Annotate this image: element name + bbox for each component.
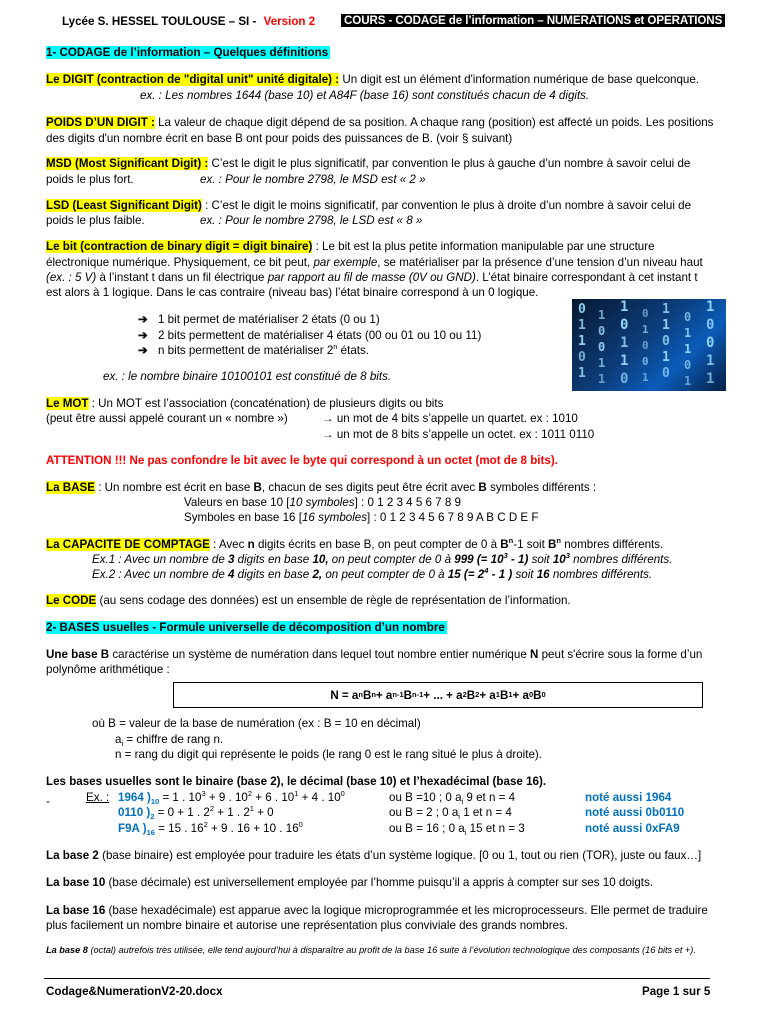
mot-quartet: → un mot de 4 bits s’appelle un quartet. ex : 1010 <box>322 412 578 425</box>
right-arrow-icon: → <box>322 428 337 441</box>
poids-term: POIDS D’UN DIGIT : <box>46 116 155 129</box>
attention-note: ATTENTION !!! Ne pas confondre le bit avec le byte qui correspond à un octet (mot de 8 bits). <box>46 454 558 467</box>
example-row: 0110 )$_2 = 0 + 1$ . $2^2 + 1$ . $2^1 + 0$ <box>118 804 274 821</box>
base-term: La BASE <box>46 481 95 494</box>
svg-text:1: 1 <box>706 353 715 369</box>
footer-filename: Codage&NumerationV2-20.docx <box>46 985 223 998</box>
mot-octet: → un mot de 8 bits s’appelle un octet. ex : 1011 0110 <box>322 428 595 441</box>
capacite-example-1: Ex.1 : Avec un nombre de 3 digits en base 10, on peut compter de 0 à 999 (= $10^3 - 1$) soit $10^3$ nombres différents. <box>92 551 673 566</box>
code-term: Le CODE <box>46 594 97 607</box>
capacite-term: La CAPACITE DE COMPTAGE <box>46 538 210 551</box>
base-values-10: Valeurs en base 10 [10 symboles] : 0 1 2 3 4 5 6 7 8 9 <box>184 496 461 509</box>
lsd-term: LSD (Least Significant Digit) <box>46 199 202 212</box>
svg-text:0: 0 <box>578 350 586 365</box>
example-row-note: noté aussi 0b0110 <box>585 806 685 819</box>
right-arrow-icon: → <box>322 412 337 425</box>
svg-text:1: 1 <box>662 318 670 333</box>
example-row-note: noté aussi 1964 <box>585 791 672 804</box>
svg-text:1: 1 <box>706 371 715 387</box>
base-intro-2: polynôme arithmétique : <box>46 663 170 676</box>
mot-text: : Un MOT est l’association (concaténation) de plusieurs digits ou bits <box>88 397 444 410</box>
svg-text:1: 1 <box>598 308 606 322</box>
footer-page-number: Page 1 sur 5 <box>642 985 711 998</box>
base-10-text: La base 10 (base décimale) est universellement employée par l’homme puisqu’il a appris à compter sur ses 10 doigts. <box>46 876 654 889</box>
binary-code-image <box>572 299 726 391</box>
svg-text:0: 0 <box>598 324 606 338</box>
svg-text:0: 0 <box>578 302 586 317</box>
lsd-example: ex. : Pour le nombre 2798, le LSD est « 8 » <box>200 214 423 227</box>
svg-text:1: 1 <box>620 353 629 369</box>
base-16-text-2: plus facilement un nombre binaire et autorise une représentation plus conviviale des grands nombres. <box>46 919 569 932</box>
example-row: F9A )$_{16} = 15$ . $16^2 + 9$ . 16 + 10 . $16^0$ <box>118 820 303 837</box>
base-16-text: La base 16 (base hexadécimale) est apparue avec la logique microprogrammée et les microprocesseurs. Elle permet de traduire <box>46 904 708 917</box>
right-arrow-icon: ➔ <box>138 329 148 342</box>
svg-text:1: 1 <box>598 356 606 370</box>
svg-text:0: 0 <box>598 340 606 354</box>
svg-text:0: 0 <box>706 317 715 333</box>
svg-text:1: 1 <box>620 335 629 351</box>
svg-text:0: 0 <box>706 335 715 351</box>
school-name: Lycée S. HESSEL TOULOUSE – SI - <box>62 15 257 28</box>
svg-text:1: 1 <box>662 350 670 365</box>
digit-text: Un digit est un élément d'information numérique de base quelconque. <box>339 73 700 86</box>
base-8-text: La base 8 (octal) autrefois très utilisée, elle tend aujourd’hui à disparaître au profit de la base 16 suite à l’évolution technologique des composants (16 bits et +). <box>46 945 696 955</box>
msd-definition <box>46 157 690 170</box>
where-a: $a_i$ = chiffre de rang n. <box>115 733 224 748</box>
svg-text:1: 1 <box>662 302 670 317</box>
base-2-text: La base 2 (base binaire) est employée pour traduire les états d’un système logique. [0 ou 1, tout ou rien (TOR), juste ou faux…] <box>46 849 702 862</box>
section-2-title: 2- BASES usuelles - Formule universelle de décomposition d’un nombre <box>46 621 445 634</box>
msd-example: ex. : Pour le nombre 2798, le MSD est « 2 » <box>200 173 426 186</box>
svg-text:1: 1 <box>578 366 586 381</box>
bit-text-3: (ex. : 5 V) à l’instant t dans un fil électrique par rapport au fil de masse (0V ou GND). L’état binaire correspondant à cet instant t <box>46 271 698 284</box>
poids-definition <box>46 116 713 129</box>
section-1-title: 1- CODAGE de l’information – Quelques définitions <box>46 46 329 59</box>
example-row: 1964 )$_{10} = 1$ . $10^3 + 9$ . $10^2 + 6$ . $10^1 + 4$ . $10^0$ <box>118 789 345 806</box>
lsd-text-2: poids le plus faible. <box>46 214 145 227</box>
lsd-text: : C’est le digit le moins significatif, par convention le plus à droite d’un nombre à savoir celui de <box>201 199 692 212</box>
header-school <box>62 15 315 28</box>
digit-definition <box>46 73 699 86</box>
svg-text:1: 1 <box>642 371 649 384</box>
msd-term: MSD (Most Significant Digit) : <box>46 157 209 170</box>
bit-example: ex. : le nombre binaire 10100101 est constitué de 8 bits. <box>103 370 392 383</box>
bit-bullet-2: ➔ 2 bits permettent de matérialiser 4 états (00 ou 01 ou 10 ou 11) <box>138 329 482 342</box>
footer-divider <box>44 978 710 979</box>
usual-bases: Les bases usuelles sont le binaire (base 2), le décimal (base 10) et l’hexadécimal (base 16). <box>46 775 547 788</box>
svg-text:1: 1 <box>684 326 692 340</box>
svg-text:0: 0 <box>662 334 670 349</box>
svg-text:1: 1 <box>706 299 715 315</box>
svg-text:0: 0 <box>642 339 649 352</box>
digit-term: Le DIGIT (contraction de "digital unit" unité digitale) : <box>46 73 340 86</box>
svg-text:1: 1 <box>578 318 586 333</box>
base-intro-1: Une base B caractérise un système de numération dans lequel tout nombre entier numérique N peut s'écrire sous la forme d’un <box>46 648 703 661</box>
example-dash: - <box>46 795 50 808</box>
example-row-base: ou B =10 ; 0 $a_i$ 9 et n = 4 <box>389 791 516 806</box>
svg-text:0: 0 <box>642 355 649 368</box>
mot-text-2: (peut être aussi appelé courant un « nombre ») <box>46 412 288 425</box>
bit-definition <box>46 240 655 253</box>
bit-text-2: électronique numérique. Physiquement, ce bit peut, par exemple, se matérialiser par la présence d’une tension d’un niveau haut <box>46 256 703 269</box>
right-arrow-icon: ➔ <box>138 313 148 326</box>
base-definition: La BASE : Un nombre est écrit en base B, chacun de ses digits peut être écrit avec B symboles différents : <box>46 481 597 494</box>
bit-term: Le bit (contraction de binary digit = digit binaire) <box>46 240 313 253</box>
svg-text:0: 0 <box>684 358 692 372</box>
course-title: COURS - CODAGE de l’information – NUMERATIONS et OPERATIONS <box>344 14 723 27</box>
base-values-16: Symboles en base 16 [16 symboles] : 0 1 2 3 4 5 6 7 8 9 A B C D E F <box>184 511 539 524</box>
lsd-definition <box>46 199 691 212</box>
msd-text-2: poids le plus fort. <box>46 173 134 186</box>
svg-text:0: 0 <box>684 310 692 324</box>
example-row-note: noté aussi 0xFA9 <box>585 822 680 835</box>
svg-text:1: 1 <box>642 323 649 336</box>
bit-bullet-3: ➔ n bits permettent de matérialiser 2$^n$ états. <box>138 342 370 357</box>
svg-text:1: 1 <box>684 342 692 356</box>
digit-example: ex. : Les nombres 1644 (base 10) et A84F (base 16) sont constitués chacun de 4 digits. <box>140 89 590 102</box>
where-b: où B = valeur de la base de numération (ex : B = 10 en décimal) <box>92 717 421 730</box>
example-row-base: ou B = 16 ; 0 $a_i$ 15 et n = 3 <box>389 822 525 837</box>
header-course <box>341 14 725 27</box>
mot-term: Le MOT <box>46 397 89 410</box>
capacite-example-2: Ex.2 : Avec un nombre de 4 digits en base 2, on peut compter de 0 à 15 (= $2^4 - 1$ ) soit 16 nombres différents. <box>92 566 653 581</box>
capacite-definition: La CAPACITE DE COMPTAGE : Avec n digits écrits en base B, on peut compter de 0 à $B^n-1$ soit $B^n$ nombres différents. <box>46 536 664 551</box>
mot-definition <box>46 397 443 410</box>
bit-text-4: est alors à 1 logique. Dans le cas contraire (niveau bas) l’état binaire correspond à un 0 logique. <box>46 286 539 299</box>
poids-text-2: des digits d'un nombre écrit en base B ont pour poids des puissances de B. (voir § suivant) <box>46 132 513 145</box>
svg-text:0: 0 <box>642 307 649 320</box>
svg-text:1: 1 <box>578 334 586 349</box>
bit-bullet-1: ➔ 1 bit permet de matérialiser 2 états (0 ou 1) <box>138 313 380 326</box>
msd-text: C’est le digit le plus significatif, par convention le plus à gauche d’un nombre à savoir celui de <box>208 157 691 170</box>
poids-text: La valeur de chaque digit dépend de sa position. A chaque rang (position) est affecté un poids. Les positions <box>154 116 714 129</box>
example-label: Ex. : <box>86 791 110 804</box>
right-arrow-icon: ➔ <box>138 344 148 357</box>
svg-text:0: 0 <box>662 366 670 381</box>
svg-text:0: 0 <box>620 371 629 387</box>
svg-text:0: 0 <box>620 317 629 333</box>
svg-text:1: 1 <box>684 374 692 388</box>
where-n: n = rang du digit qui représente le poids (le rang 0 est le rang situé le plus à droite). <box>115 748 542 761</box>
example-row-base: ou B = 2 ; 0 $a_i$ 1 et n = 4 <box>389 806 512 821</box>
decomposition-formula: N = a n B n + a n-1 B n-1 + ... + a 2 B 2 + a 1 B 1 + a 0 B 0 <box>173 682 703 708</box>
bit-text-1: : Le bit est la plus petite information manipulable par une structure <box>312 240 655 253</box>
svg-text:1: 1 <box>620 299 629 315</box>
svg-text:1: 1 <box>598 372 606 386</box>
code-definition: Le CODE (au sens codage des données) est un ensemble de règle de représentation de l’information. <box>46 594 571 607</box>
version-label: Version 2 <box>263 15 316 28</box>
